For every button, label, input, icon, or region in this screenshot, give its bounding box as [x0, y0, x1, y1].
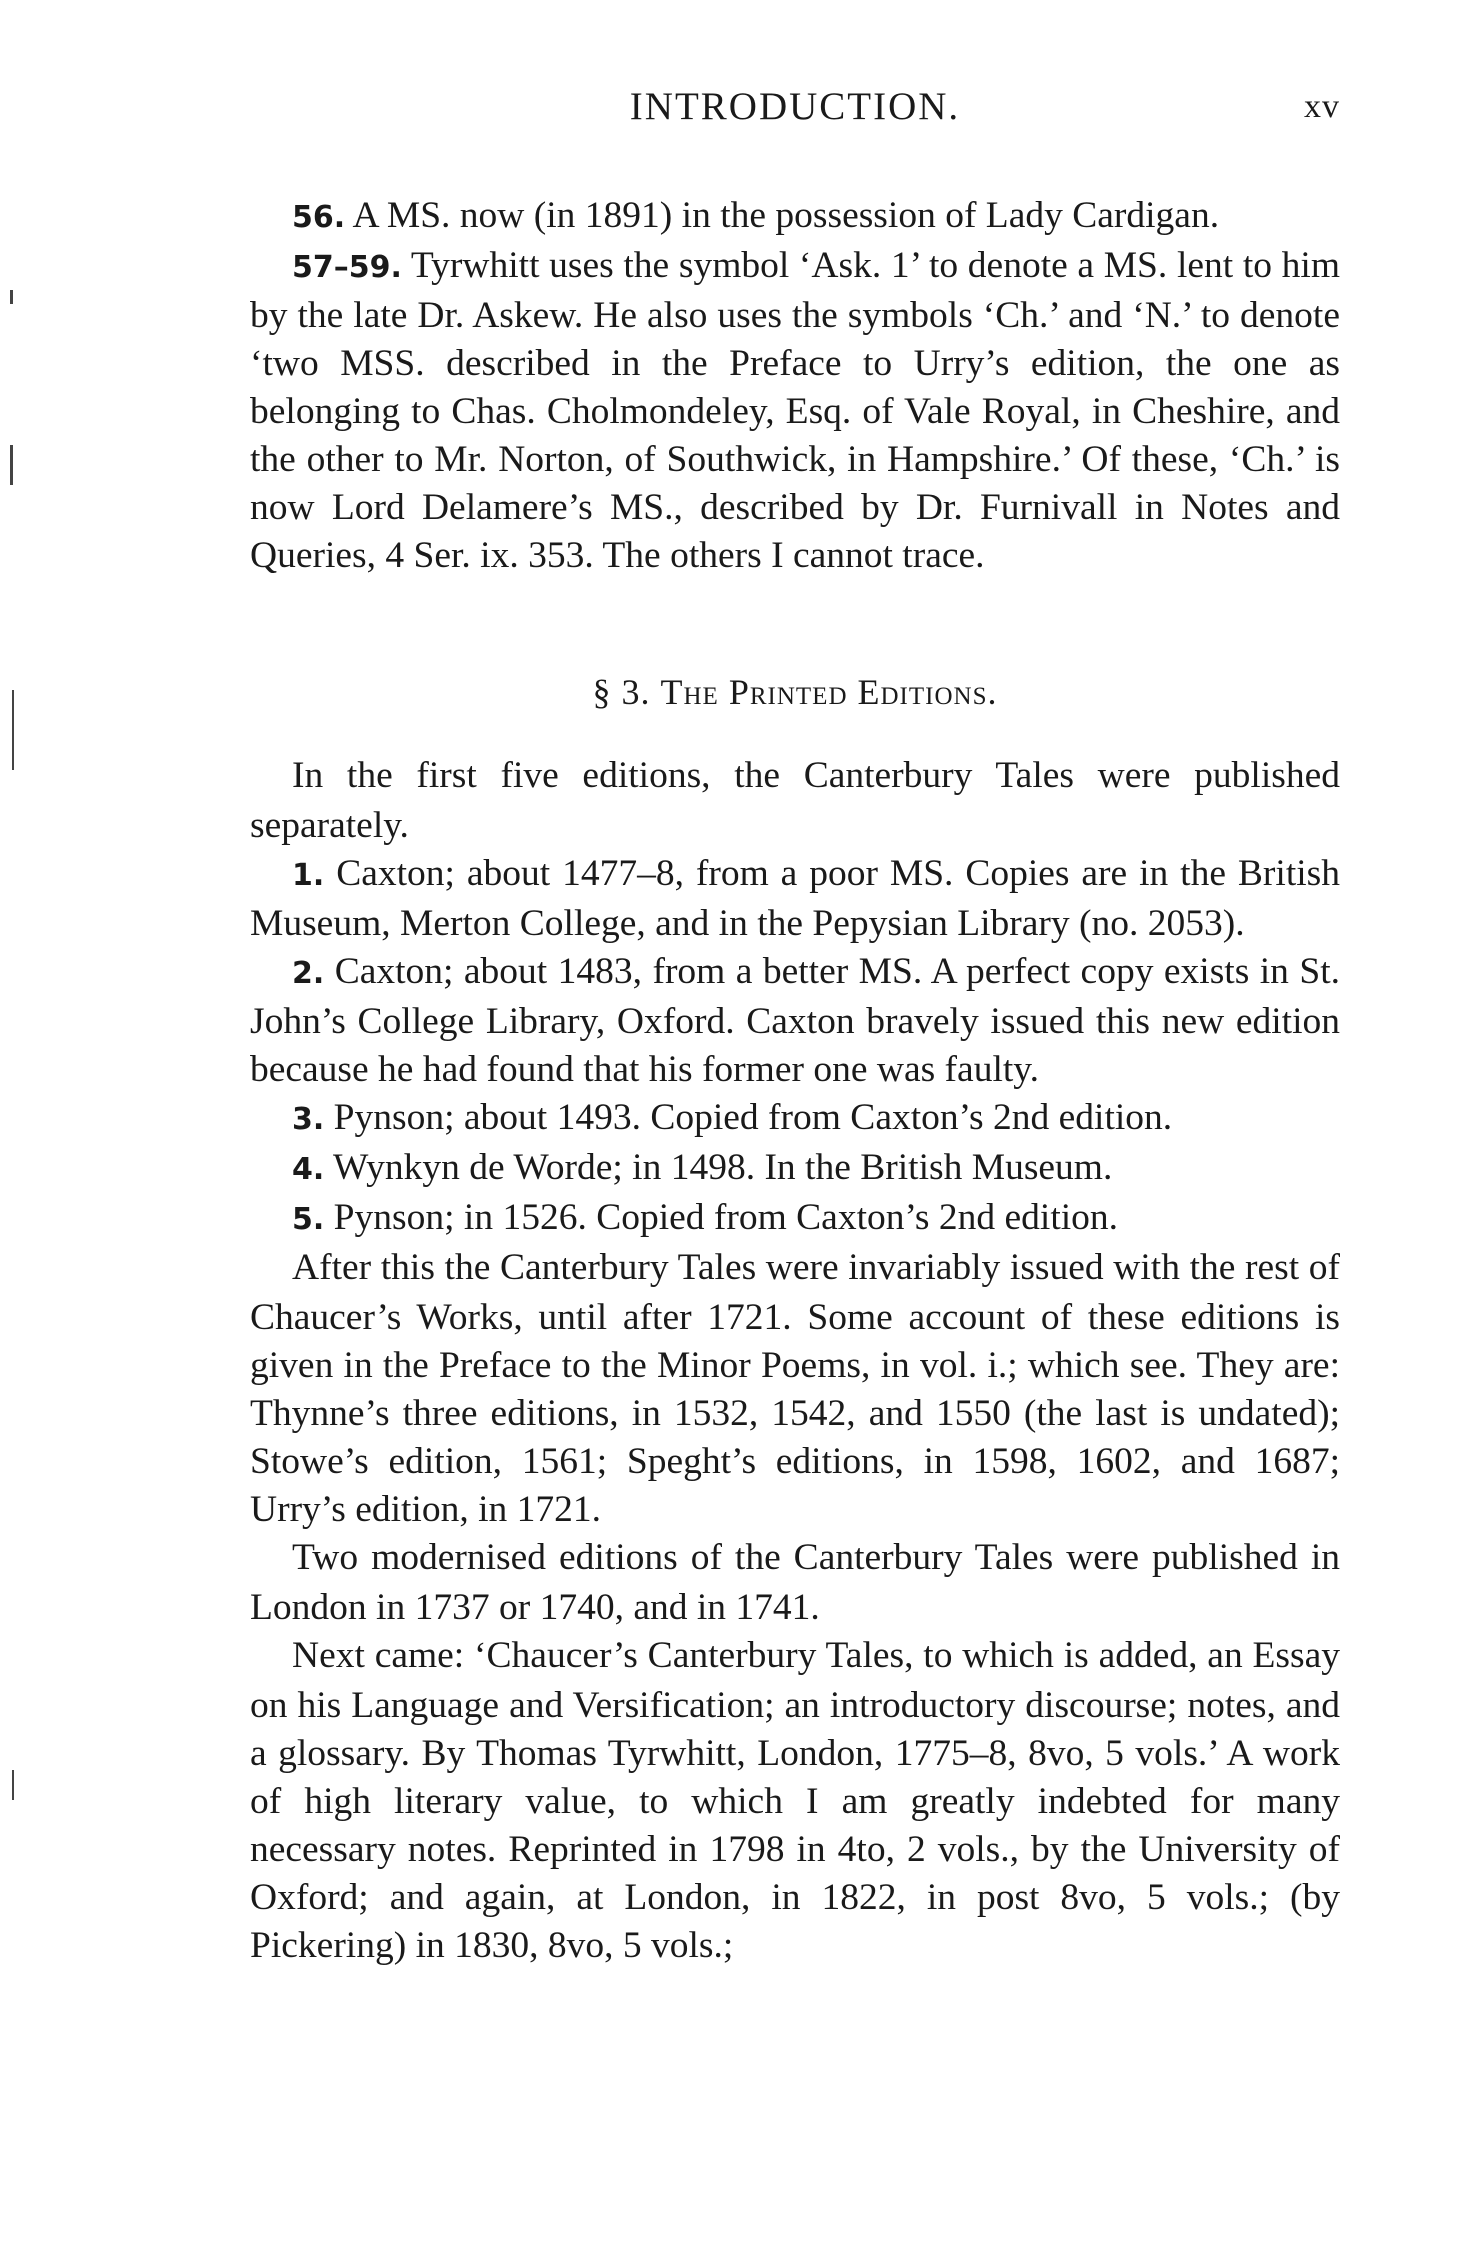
paragraph: [250, 1244, 1340, 1534]
paragraph: [250, 1094, 1340, 1144]
item-number: 4.: [292, 1152, 325, 1187]
paragraph-text: Pynson; in 1526. Copied from Caxton’s 2nd edition.: [324, 1197, 1119, 1238]
paragraph-text: Next came: ‘Chaucer’s Canterbury Tales, to which is added, an Essay on his Language and Versification; an introductory discourse; notes, and a glossary. By Thomas Tyrwhitt, London, 1775–8, 8vo, 5 vols.’ A work of high literary value, to which I am greatly indebted for many necessary notes. Reprinted in 1798 in 4to, 2 vols., by the University of Oxford; and again, at London, in 1822, in post 8vo, 5 vols.; (by Pickering) in 1830, 8vo, 5 vols.;: [250, 1635, 1340, 1966]
section-heading: [250, 668, 1340, 716]
paragraph-text: A MS. now (in 1891) in the possession of Lady Cardigan.: [345, 195, 1220, 236]
page-number: xv: [1304, 88, 1340, 125]
paragraph: [250, 1194, 1340, 1244]
paragraph-text: Pynson; about 1493. Copied from Caxton’s 2nd edition.: [324, 1097, 1173, 1138]
paragraph: [250, 242, 1340, 580]
section-title: The Printed Editions.: [660, 672, 998, 712]
paragraph: [250, 752, 1340, 850]
item-number: 56.: [292, 200, 346, 235]
paragraph-text: After this the Canterbury Tales were invariably issued with the rest of Chaucer’s Works, until after 1721. Some account of these editions is given in the Preface to the Minor Poems, in vol. i.; which see. They are: Thynne’s three editions, in 1532, 1542, and 1550 (the last is undated); Stowe’s edition, 1561; Speght’s editions, in 1598, 1602, and 1687; Urry’s edition, in 1721.: [250, 1247, 1340, 1530]
item-number: 2.: [292, 956, 325, 991]
paragraph-text: Wynkyn de Worde; in 1498. In the British Museum.: [324, 1147, 1113, 1188]
paragraph: [250, 1144, 1340, 1194]
item-number: 1.: [292, 858, 325, 893]
margin-mark: [12, 1770, 14, 1800]
item-number: 5.: [292, 1202, 325, 1237]
page-header: [250, 80, 1340, 140]
page-body: [250, 192, 1340, 1970]
running-head: INTRODUCTION.: [629, 85, 961, 128]
paragraph-text: In the first five editions, the Canterbury Tales were published separately.: [250, 755, 1340, 846]
margin-mark: [10, 445, 13, 485]
paragraph: [250, 1632, 1340, 1970]
paragraph: [250, 1534, 1340, 1632]
paragraph-text: Caxton; about 1477–8, from a poor MS. Copies are in the British Museum, Merton College, and in the Pepysian Library (no. 2053).: [250, 853, 1340, 944]
paragraph: [250, 192, 1340, 242]
item-number: 3.: [292, 1102, 325, 1137]
margin-mark: [10, 290, 13, 304]
left-margin-marks: [0, 0, 40, 2263]
paragraph: [250, 948, 1340, 1094]
paragraph: [250, 850, 1340, 948]
section-prefix: § 3.: [592, 672, 661, 712]
paragraph-text: Caxton; about 1483, from a better MS. A perfect copy exists in St. John’s College Library, Oxford. Caxton bravely issued this new edition because he had found that his former one was faulty.: [250, 951, 1340, 1090]
paragraph-text: Tyrwhitt uses the symbol ‘Ask. 1’ to denote a MS. lent to him by the late Dr. Askew. He also uses the symbols ‘Ch.’ and ‘N.’ to denote ‘two MSS. described in the Preface to Urry’s edition, the one as belonging to Chas. Cholmondeley, Esq. of Vale Royal, in Cheshire, and the other to Mr. Norton, of Southwick, in Hampshire.’ Of these, ‘Ch.’ is now Lord Delamere’s MS., described by Dr. Furnivall in Notes and Queries, 4 Ser. ix. 353. The others I cannot trace.: [250, 245, 1340, 576]
paragraph-text: Two modernised editions of the Canterbury Tales were published in London in 1737 or 1740, and in 1741.: [250, 1537, 1340, 1628]
book-page: [250, 80, 1340, 1970]
item-number: 57–59.: [292, 250, 402, 285]
margin-mark: [12, 690, 14, 770]
